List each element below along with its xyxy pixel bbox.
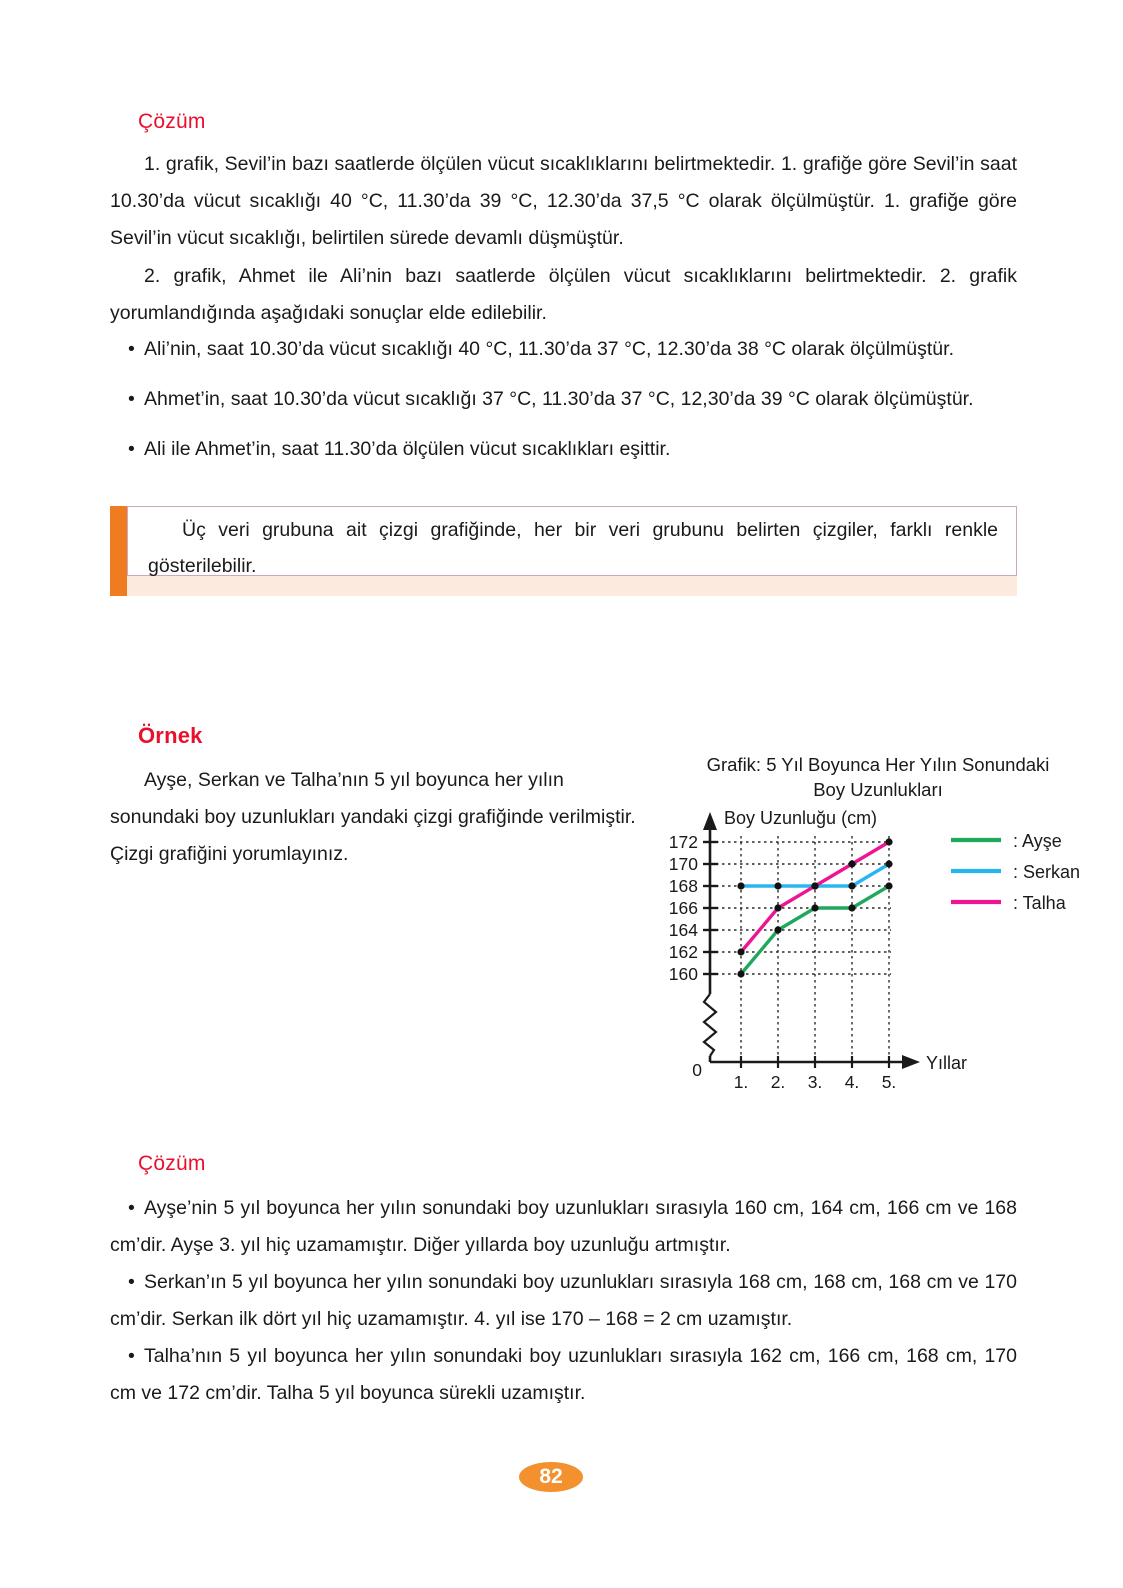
data-point-marker xyxy=(737,970,744,977)
bullet-talha-heights xyxy=(110,1338,1017,1412)
bullet-equal-temperatures xyxy=(110,431,1017,468)
line-chart xyxy=(668,752,1123,1092)
xtick-label-4: 4. xyxy=(844,1072,860,1092)
bullet-text: Talha’nın 5 yıl boyunca her yılın sonundaki boy uzunlukları sırasıyla 162 cm, 166 cm, 168 cm, 170 cm ve 172 cm’dir. Talha 5 yıl boyunca sürekli uzamıştır. xyxy=(110,1345,1017,1404)
data-point-marker xyxy=(848,860,855,867)
origin-label: 0 xyxy=(692,1060,702,1080)
data-point-marker xyxy=(737,948,744,955)
data-point-marker xyxy=(774,882,781,889)
data-point-marker xyxy=(811,904,818,911)
bullet-text: Ali ile Ahmet’in, saat 11.30’da ölçülen vücut sıcaklıkları eşittir. xyxy=(144,438,671,460)
solution-heading-bottom: Çözüm xyxy=(138,1152,206,1175)
bullet-dot-icon: • xyxy=(128,338,135,360)
x-axis-arrow-icon xyxy=(902,1055,920,1069)
data-point-marker xyxy=(885,860,892,867)
ytick-label-170: 170 xyxy=(668,854,698,874)
data-point-marker xyxy=(885,882,892,889)
solution-heading-top: Çözüm xyxy=(138,110,206,133)
ytick-label-168: 168 xyxy=(668,876,698,896)
xtick-label-1: 1. xyxy=(733,1072,749,1092)
legend-label-serkan: : Serkan xyxy=(1013,862,1081,882)
example-paragraph-line-2: sonundaki boy uzunlukları yandaki çizgi grafiğinde verilmiştir. xyxy=(110,806,636,828)
chart-title xyxy=(668,752,1088,802)
chart-gridlines-y xyxy=(710,842,891,974)
example-heading: Örnek xyxy=(138,723,203,748)
chart-title-line-2: Boy Uzunlukları xyxy=(813,779,943,800)
note-text: Üç veri grubuna ait çizgi grafiğinde, her bir veri grubunu belirten çizgiler, farklı renkle gösterilebilir. xyxy=(148,519,998,577)
data-point-marker xyxy=(811,882,818,889)
ytick-label-160: 160 xyxy=(668,964,698,984)
data-point-marker xyxy=(848,904,855,911)
example-paragraph-text-1: Ayşe, Serkan ve Talha’nın 5 yıl boyunca her yılın xyxy=(144,769,564,791)
bullet-dot-icon: • xyxy=(128,1271,135,1293)
bullet-text: Ali’nin, saat 10.30’da vücut sıcaklığı 40 °C, 11.30’da 37 °C, 12.30’da 38 °C olarak ölçülmüştür. xyxy=(144,338,954,360)
bullet-text: Ayşe’nin 5 yıl boyunca her yılın sonundaki boy uzunlukları sırasıyla 160 cm, 164 cm, 166 cm ve 168 cm’dir. Ayşe 3. yıl hiç uzamamıştır. Diğer yıllarda boy uzunluğu artmıştır. xyxy=(110,1197,1017,1256)
axis-break-icon xyxy=(704,994,716,1056)
xtick-label-3: 3. xyxy=(807,1072,823,1092)
example-paragraph-line-1 xyxy=(110,762,670,799)
paragraph-ahmet-ali-graph: 2. grafik, Ahmet ile Ali’nin bazı saatlerde ölçülen vücut sıcaklıklarını belirtmektedir. 2. grafik yorumlandığında aşağıdaki sonuçlar elde edilebilir. xyxy=(110,265,1017,324)
bullet-text: Ahmet’in, saat 10.30’da vücut sıcaklığı 37 °C, 11.30’da 37 °C, 12,30’da 39 °C olarak ölçümüştür. xyxy=(144,388,974,410)
example-paragraph-line-3: Çizgi grafiğini yorumlayınız. xyxy=(110,843,349,865)
data-point-marker xyxy=(774,926,781,933)
bullet-dot-icon: • xyxy=(128,1345,135,1367)
legend-label-talha: : Talha xyxy=(1013,893,1066,913)
bullet-ayse-heights xyxy=(110,1190,1017,1264)
ytick-label-162: 162 xyxy=(668,942,698,962)
data-point-marker xyxy=(848,882,855,889)
bullet-dot-icon: • xyxy=(128,388,135,410)
chart-legend xyxy=(951,831,1080,913)
legend-label-ayse: : Ayşe xyxy=(1013,831,1062,851)
ytick-label-172: 172 xyxy=(668,832,698,852)
y-axis-title: Boy Uzunluğu (cm) xyxy=(724,808,878,828)
y-axis-arrow-icon xyxy=(703,812,717,830)
note-accent-bar xyxy=(110,506,127,596)
paragraph-sevil-graph: 1. grafik, Sevil’in bazı saatlerde ölçülen vücut sıcaklıklarını belirtmektedir. 1. grafiğe göre Sevil’in saat 10.30’da vücut sıcaklığı 40 °C, 11.30’da 39 °C, 12.30’da 37,5 °C olarak ölçülmüştür. 1. grafiğe göre Sevil’in vücut sıcaklığı, belirtilen sürede devamlı düşmüştür. xyxy=(110,153,1017,249)
bullet-text: Serkan’ın 5 yıl boyunca her yılın sonundaki boy uzunlukları sırasıyla 168 cm, 168 cm, 168 cm ve 170 cm’dir. Serkan ilk dört yıl hiç uzamamıştır. 4. yıl ise 170 – 168 = 2 cm uzamıştır. xyxy=(110,1271,1017,1330)
bullet-dot-icon: • xyxy=(128,438,135,460)
data-point-marker xyxy=(737,882,744,889)
info-note-box xyxy=(110,506,1017,596)
xtick-label-2: 2. xyxy=(770,1072,786,1092)
bullet-ahmet-temperatures xyxy=(110,381,1017,418)
bullet-ali-temperatures xyxy=(110,331,1017,368)
bullet-serkan-heights xyxy=(110,1264,1017,1338)
page-number-badge: 82 xyxy=(519,1462,583,1492)
chart-title-line-1: Grafik: 5 Yıl Boyunca Her Yılın Sonundaki xyxy=(706,754,1050,775)
data-point-marker xyxy=(885,838,892,845)
x-axis-title: Yıllar xyxy=(926,1053,968,1073)
xtick-label-5: 5. xyxy=(881,1072,897,1092)
chart-axes xyxy=(703,812,920,1069)
ytick-label-166: 166 xyxy=(668,898,698,918)
chart-canvas xyxy=(668,804,1123,1092)
data-point-marker xyxy=(774,904,781,911)
bullet-dot-icon: • xyxy=(128,1197,135,1219)
ytick-label-164: 164 xyxy=(668,920,698,940)
